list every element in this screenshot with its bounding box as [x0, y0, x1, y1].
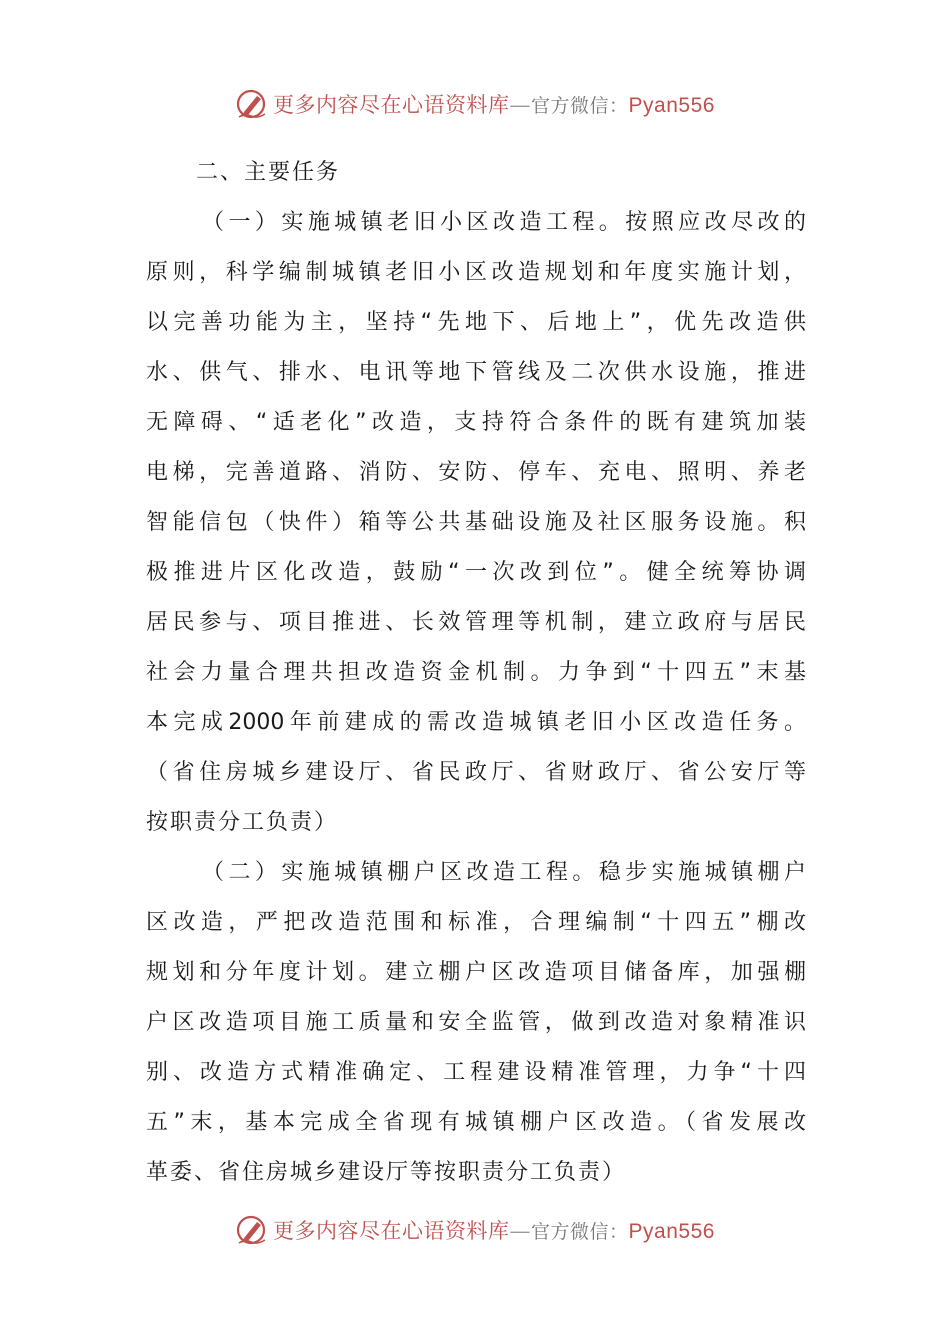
watermark-banner-bottom: [0, 1208, 950, 1252]
section-heading: 二、主要任务: [196, 160, 341, 185]
paragraph-line: 规划和分年度计划。建立棚户区改造项目储备库，加强棚: [146, 960, 806, 985]
banner-dash: —: [509, 93, 532, 117]
paragraph-line: 别、改造方式精准确定、工程建设精准管理，力争“十四: [146, 1060, 806, 1085]
paragraph-line: 居民参与、项目推进、长效管理等机制，建立政府与居民: [146, 610, 806, 635]
paragraph-line: （二）实施城镇棚户区改造工程。稳步实施城镇棚户: [202, 860, 806, 885]
paragraph-line: 电梯，完善道路、消防、安防、停车、充电、照明、养老: [146, 460, 806, 485]
banner-wechat-label: 官方微信：: [531, 95, 629, 117]
document-body: [146, 148, 806, 1198]
banner-wechat-label: 官方微信：: [531, 1221, 629, 1243]
banner-wechat-id: Pyan556: [628, 94, 715, 117]
paragraph-2: [146, 848, 806, 1198]
paragraph-1: [146, 198, 806, 848]
paragraph-line: 极推进片区化改造，鼓励“一次改到位”。健全统筹协调: [146, 560, 806, 585]
pen-logo-icon: [235, 1213, 269, 1247]
watermark-banner-top: [0, 82, 950, 126]
paragraph-line: 无障碍、“适老化”改造，支持符合条件的既有建筑加装: [146, 410, 806, 435]
pen-logo-icon: [235, 87, 269, 121]
paragraph-line: 革委、省住房城乡建设厅等按职责分工负责）: [146, 1160, 627, 1185]
banner-main-text: 更多内容尽在心语资料库: [273, 1219, 510, 1243]
banner-dash: —: [509, 1219, 532, 1243]
paragraph-line: 智能信包（快件）箱等公共基础设施及社区服务设施。积: [146, 510, 806, 535]
banner-main-text: 更多内容尽在心语资料库: [273, 93, 510, 117]
paragraph-line: 区改造，严把改造范围和标准，合理编制“十四五”棚改: [146, 910, 806, 935]
paragraph-line: （一）实施城镇老旧小区改造工程。按照应改尽改的: [202, 210, 806, 235]
paragraph-line: 户区改造项目施工质量和安全监管，做到改造对象精准识: [146, 1010, 806, 1035]
paragraph-line: 原则，科学编制城镇老旧小区改造规划和年度实施计划，: [146, 260, 806, 285]
paragraph-line: （省住房城乡建设厅、省民政厅、省财政厅、省公安厅等: [146, 760, 806, 785]
paragraph-line: 本完成2000年前建成的需改造城镇老旧小区改造任务。: [146, 710, 806, 735]
paragraph-line: 五”末，基本完成全省现有城镇棚户区改造。（省发展改: [146, 1110, 806, 1135]
paragraph-line: 水、供气、排水、电讯等地下管线及二次供水设施，推进: [146, 360, 806, 385]
banner-wechat-id: Pyan556: [628, 1220, 715, 1243]
paragraph-line: 以完善功能为主，坚持“先地下、后地上”，优先改造供: [146, 310, 806, 335]
paragraph-line: 按职责分工负责）: [146, 810, 339, 835]
paragraph-line: 社会力量合理共担改造资金机制。力争到“十四五”末基: [146, 660, 806, 685]
